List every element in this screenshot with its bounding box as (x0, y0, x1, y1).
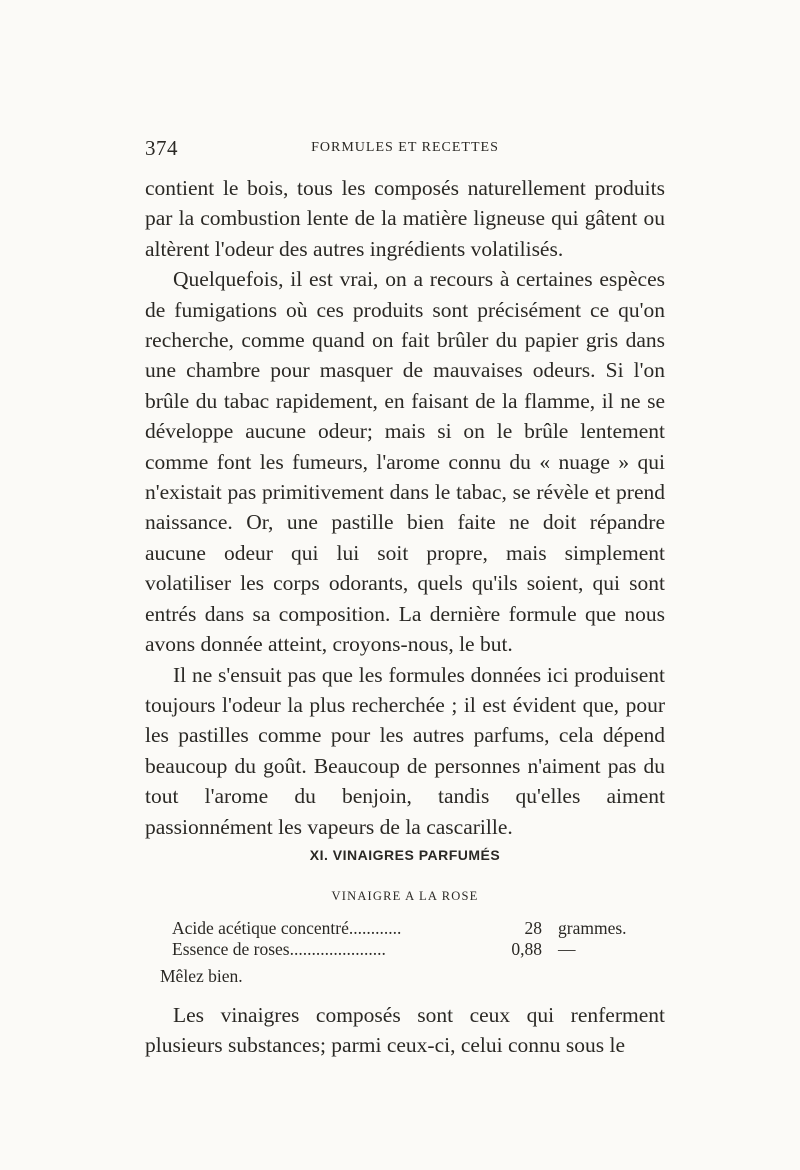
body-text (145, 173, 665, 842)
closing-text (145, 1000, 665, 1061)
ingredient-quantity: 28 (524, 918, 542, 938)
ingredient-unit: — (558, 939, 576, 959)
ingredient-name: Essence de roses...................... (172, 939, 386, 959)
ingredient-name: Acide acétique concentré............ (172, 918, 402, 938)
ingredient-unit: grammes. (558, 918, 627, 938)
running-head: FORMULES ET RECETTES (311, 140, 499, 155)
page-header (145, 136, 665, 162)
paragraph-1: contient le bois, tous les composés naturellement produits par la combustion lente de la matière ligneuse qui gâtent ou altèrent l'odeur des autres ingrédients volatilisés. (145, 176, 665, 261)
paragraph-3: Il ne s'ensuit pas que les formules données ici produisent toujours l'odeur la plus recherchée ; il est évident que, pour les pastilles comme pour les autres parfums, cela dépend beaucoup du goût. Beaucoup de personnes n'aiment pas du tout l'arome du benjoin, tandis qu'elles aiment passionnément les vapeurs de la cascarille. (145, 662, 665, 839)
page-number: 374 (145, 136, 178, 160)
paragraph-closing: Les vinaigres composés sont ceux qui renferment plusieurs substances; parmi ceux-ci, celui connu sous le (145, 1003, 665, 1058)
ingredient-quantity: 0,88 (511, 939, 542, 959)
paragraph-2: Quelquefois, il est vrai, on a recours à certaines espèces de fumigations où ces produits sont précisément ce qu'on recherche, comme quand on fait brûler du papier gris dans une chambre pour masquer de mauvaises odeurs. Si l'on brûle du tabac rapidement, en faisant de la flamme, il ne se développe aucune odeur; mais si on le brûle lentement comme font les fumeurs, l'arome connu du « nuage » qui n'existait pas primitivement dans le tabac, se révèle et prend naissance. Or, une pastille bien faite ne doit répandre aucune odeur qui lui soit propre, mais simplement volatiliser les corps odorants, quels qu'ils soient, qui sont entrés dans sa composition. La dernière formule que nous avons donnée atteint, croyons-nous, le but. (145, 267, 665, 657)
recipe-title: VINAIGRE A LA ROSE (331, 889, 479, 903)
ingredient-row (172, 918, 642, 939)
recipe-instruction: Mêlez bien. (160, 966, 243, 986)
section-heading: XI. VINAIGRES PARFUMÉS (309, 847, 501, 863)
ingredient-row (172, 939, 642, 960)
ingredient-list (172, 918, 642, 960)
